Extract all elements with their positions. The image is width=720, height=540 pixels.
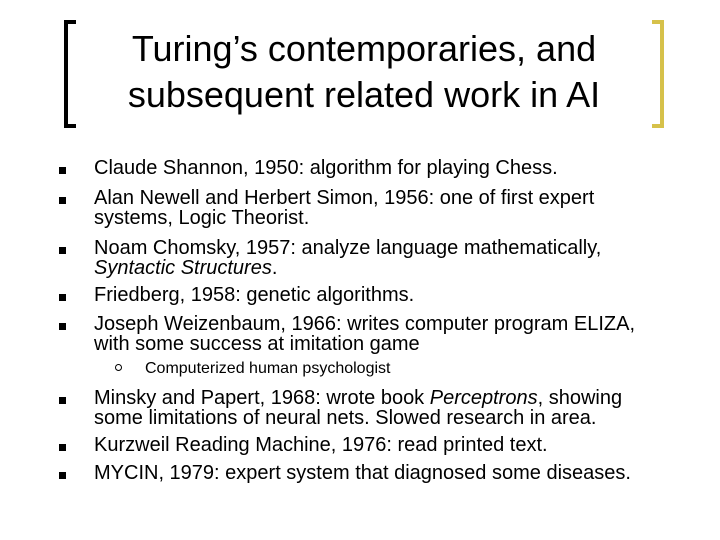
bullet-item-mycin [94, 463, 654, 483]
square-bullet-icon [59, 167, 66, 174]
bullet-text-head: Minsky and Papert, 1968: wrote book [94, 387, 430, 409]
bullet-text: Claude Shannon, 1950: algorithm for playing Chess. [94, 157, 558, 179]
bullet-item-shannon [94, 158, 654, 178]
title-line-2: subsequent related work in AI [127, 74, 601, 115]
square-bullet-icon [59, 294, 66, 301]
bullet-item-minsky-papert [94, 388, 654, 428]
bullet-item-newell-simon [94, 188, 654, 228]
bullet-text-line-1: Noam Chomsky, 1957: analyze language mathematically, [94, 237, 602, 259]
bullet-text-tail: . [271, 257, 278, 279]
bullet-item-chomsky [94, 238, 654, 278]
book-title-syntactic-structures: Syntactic Structures [94, 257, 272, 279]
bullet-text-line-2: some limitations of neural nets. Slowed research in area. [94, 407, 597, 429]
title-line-1: Turing’s contemporaries, and [131, 28, 597, 69]
bullet-text: Friedberg, 1958: genetic algorithms. [94, 284, 415, 306]
bullet-text-line-1: Alan Newell and Herbert Simon, 1956: one of first expert [94, 187, 595, 209]
ring-bullet-icon [115, 364, 122, 371]
bullet-item-weizenbaum [94, 314, 654, 354]
sub-bullet-item-psychologist [145, 360, 645, 378]
bullet-text-line-1: Joseph Weizenbaum, 1966: writes computer program ELIZA, [94, 313, 635, 335]
square-bullet-icon [59, 247, 66, 254]
bullet-item-kurzweil [94, 435, 654, 455]
bullet-item-friedberg [94, 285, 654, 305]
square-bullet-icon [59, 323, 66, 330]
bullet-text-tail: , showing [537, 387, 623, 409]
sub-bullet-text: Computerized human psychologist [145, 360, 391, 377]
square-bullet-icon [59, 397, 66, 404]
book-title-perceptrons: Perceptrons [429, 387, 538, 409]
bullet-text-line-2: with some success at imitation game [94, 333, 420, 355]
bullet-text: MYCIN, 1979: expert system that diagnosed some diseases. [94, 462, 631, 484]
square-bullet-icon [59, 197, 66, 204]
bullet-text: Kurzweil Reading Machine, 1976: read printed text. [94, 434, 548, 456]
bullet-text-line-2: systems, Logic Theorist. [94, 207, 310, 229]
square-bullet-icon [59, 472, 66, 479]
square-bullet-icon [59, 444, 66, 451]
